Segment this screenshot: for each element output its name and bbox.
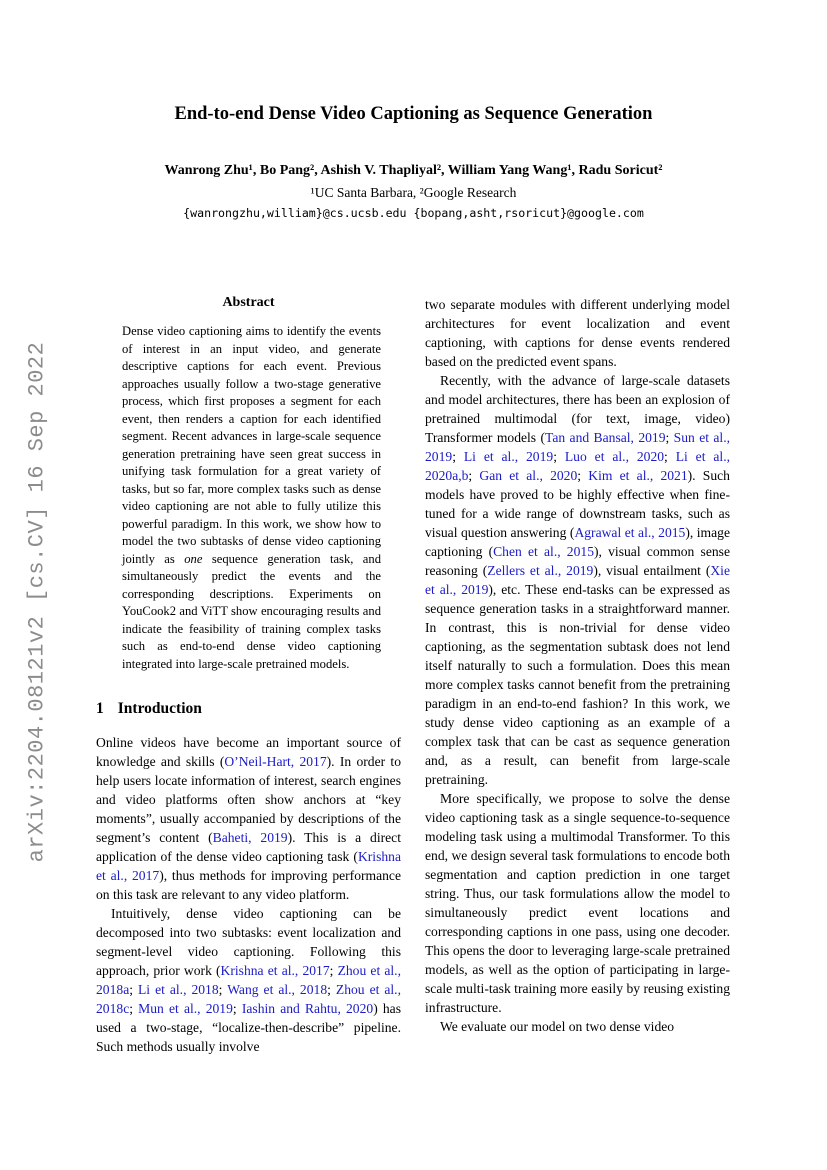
citation-link[interactable]: Mun et al., 2019	[138, 1001, 233, 1016]
text-run: Dense video captioning aims to identify the events of interest in an input video, and generate descriptive captions for each event. Previous approaches usually follow a two-stage generative process, which first proposes a segment for each event, then renders a caption for each identified segment. Recent advances in large-scale sequence generation pretraining have seen great success in unifying task formulation for a great variety of tasks, but so far, more complex tasks such as dense video captioning are not able to fully utilize this powerful paradigm. In this work, we show how to model the two subtasks of dense video captioning jointly as	[122, 324, 381, 566]
citation-link[interactable]: Kim et al., 2021	[588, 468, 688, 483]
citation-link[interactable]: Zhou et al., 2018a	[96, 963, 401, 997]
paper-title: End-to-end Dense Video Captioning as Sequence Generation	[174, 104, 653, 124]
text-run: ), thus methods for improving performance on this task are relevant to any video platform.	[96, 868, 402, 902]
text-run: two separate modules with different underlying model architectures for event localization and event captioning, with captions for dense events rendered based on the predicted event spans.	[425, 297, 730, 369]
text-run: ;	[218, 982, 228, 997]
citation-link[interactable]: O’Neil-Hart, 2017	[224, 754, 327, 769]
text-run: Intuitively, dense video captioning can be decomposed into two subtasks: event localization and segment-level video captioning. Following this approach, prior work (	[96, 906, 401, 978]
text-run: ;	[129, 982, 138, 997]
citation-link[interactable]: Agrawal et al., 2015	[574, 525, 686, 540]
citation-link[interactable]: Xie et al., 2019	[425, 563, 730, 597]
section-number: 1	[96, 700, 104, 717]
citation-link[interactable]: Zhou et al., 2018c	[96, 982, 401, 1016]
citation-link[interactable]: Baheti, 2019	[212, 830, 288, 845]
text-run: ;	[577, 468, 589, 483]
citation-link[interactable]: Wang et al., 2018	[227, 982, 328, 997]
text-run: ;	[129, 1001, 139, 1016]
section-title: Introduction	[117, 700, 202, 717]
text-run: Recently, with the advance of large-scale datasets and model architectures, there has been an explosion of pretrained multimodal (for text, image, video) Transformer models (	[425, 373, 730, 445]
authors-line: Wanrong Zhu¹, Bo Pang², Ashish V. Thapliyal², William Yang Wang¹, Radu Soricut²	[164, 163, 663, 178]
text-run: ;	[232, 1001, 242, 1016]
text-run: ;	[553, 449, 565, 464]
text-run: ;	[468, 468, 480, 483]
section-heading	[96, 699, 401, 718]
citation-link[interactable]: Krishna et al., 2017	[96, 849, 401, 883]
text-run: More specifically, we propose to solve the dense video captioning task as a single sequence-to-sequence modeling task using a multimodal Transformer. To this end, we design several task formulations to encode both segmentation and caption prediction in one target string. Thus, our task formulations allow the model to simultaneously predict event locations and corresponding captions in one pass, using one decoder. This opens the door to leveraging large-scale pretrained models, as well as the option of participating in large-scale multi-task training more easily by reusing existing infrastructure.	[425, 791, 730, 1015]
citation-link[interactable]: Krishna et al., 2017	[220, 963, 330, 978]
citation-link[interactable]: Gan et al., 2020	[479, 468, 578, 483]
text-run: ). This is a direct application of the dense video captioning task (	[96, 830, 401, 864]
text-run: ;	[664, 449, 676, 464]
paragraph-right-4	[425, 1017, 730, 1036]
citation-link[interactable]: Li et al., 2018	[138, 982, 219, 997]
text-run: ) has used a two-stage, “localize-then-describe” pipeline. Such methods usually involve	[96, 1001, 401, 1054]
citation-link[interactable]: Li et al., 2020a,b	[425, 449, 730, 483]
text-run: Online videos have become an important source of knowledge and skills (	[96, 735, 401, 769]
text-run: ), image captioning (	[425, 525, 730, 559]
text-run: ). In order to help users locate information of interest, search engines and video platforms often show anchors at “key moments”, usually accompanied by descriptions of the segment’s content (	[96, 754, 402, 845]
text-run: ). Such models have proved to be highly effective when fine-tuned for a wide range of downstream tasks, such as visual question answering (	[425, 468, 730, 540]
affiliations-line: ¹UC Santa Barbara, ²Google Research	[310, 185, 517, 200]
citation-link[interactable]: Sun et al., 2019	[425, 430, 730, 464]
left-column	[96, 295, 401, 1056]
text-run: ), visual common sense reasoning (	[425, 544, 730, 578]
paragraph-intro-2	[96, 904, 401, 1056]
paragraph-right-3	[425, 789, 730, 1017]
abstract-heading: Abstract	[222, 295, 275, 310]
text-run: sequence generation task, and simultaneously predict the events and the corresponding descriptions. Experiments on YouCook2 and ViTT show encouraging results and indicate the feasibility of training complex tasks such as end-to-end dense video captioning integrated into large-scale pretrained models.	[122, 551, 381, 671]
emails-line: {wanrongzhu,william}@cs.ucsb.edu {bopang,asht,rsoricut}@google.com	[183, 206, 644, 220]
paragraph-right-2	[425, 371, 730, 789]
arxiv-watermark: arXiv:2204.08121v2 [cs.CV] 16 Sep 2022	[24, 341, 50, 863]
abstract-text	[122, 323, 381, 673]
text-run: ), visual entailment (	[593, 563, 711, 578]
emphasis-text: one	[184, 551, 203, 566]
citation-link[interactable]: Luo et al., 2020	[564, 449, 665, 464]
text-run: ;	[452, 449, 464, 464]
text-run: ;	[327, 982, 336, 997]
citation-link[interactable]: Chen et al., 2015	[493, 544, 594, 559]
citation-link[interactable]: Tan and Bansal, 2019	[545, 430, 666, 445]
paper-header	[0, 103, 827, 221]
text-run: ), etc. These end-tasks can be expressed as sequence generation tasks in a straightforward manner. In contrast, this is non-trivial for dense video captioning, as the segmentation subtask does not lend itself naturally to such a formulation. Does this mean more complex tasks cannot benefit from the pretraining paradigm in an end-to-end fashion? In this work, we study dense video captioning as an example of a complex task that can be cast as sequence generation and, as a result, can benefit from large-scale pretraining.	[425, 582, 730, 787]
paragraph-right-1	[425, 295, 730, 371]
citation-link[interactable]: Zellers et al., 2019	[487, 563, 594, 578]
text-run: ;	[665, 430, 674, 445]
paragraph-intro-1	[96, 733, 401, 904]
text-run: We evaluate our model on two dense video	[440, 1019, 675, 1034]
text-run: ;	[329, 963, 338, 978]
citation-link[interactable]: Iashin and Rahtu, 2020	[241, 1001, 374, 1016]
citation-link[interactable]: Li et al., 2019	[463, 449, 554, 464]
two-column-body	[96, 295, 730, 1056]
right-column	[425, 295, 730, 1056]
